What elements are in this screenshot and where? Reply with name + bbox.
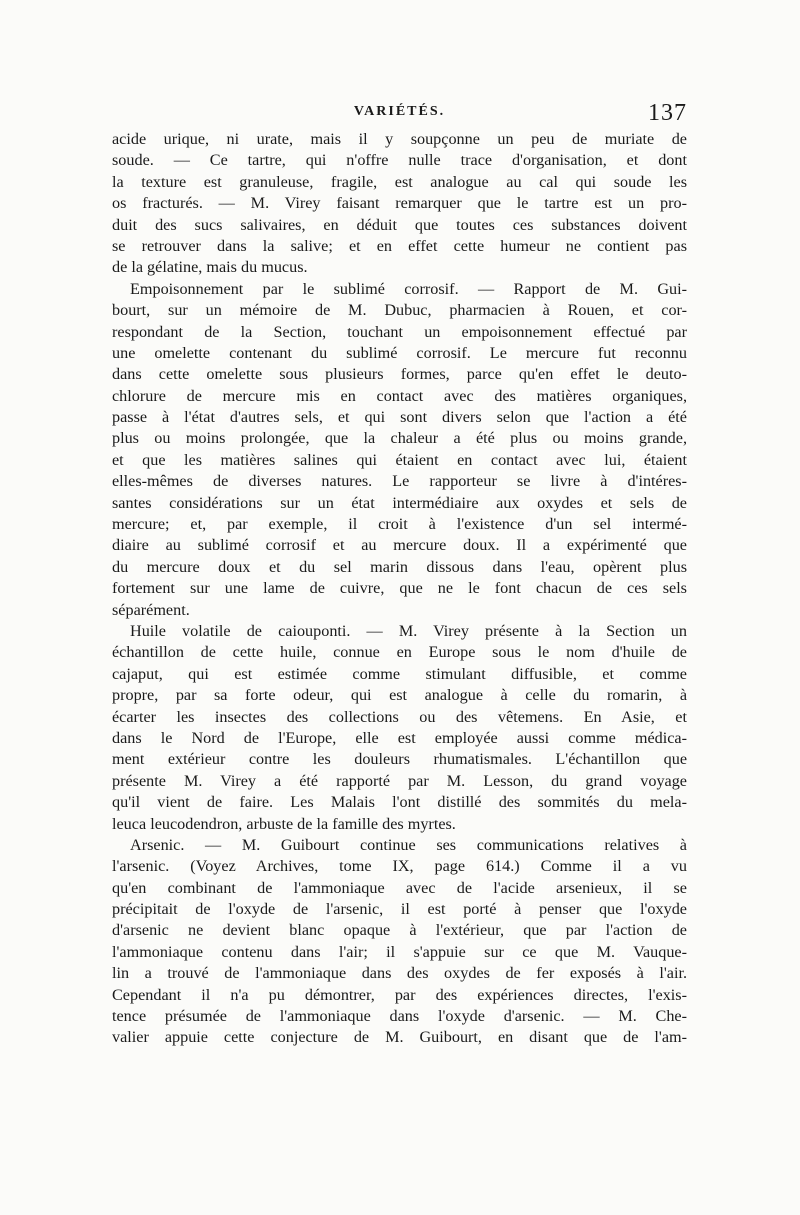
running-title: VARIÉTÉS.: [353, 104, 446, 119]
text-line: l'arsenic. (Voyez Archives, tome IX, page 614.) Comme il a vu: [112, 857, 687, 876]
text-line: séparément.: [112, 600, 190, 619]
text-line: os fracturés. — M. Virey faisant remarquer que le tartre est un pro-: [112, 194, 687, 213]
section-heading-line: Empoisonnement par le sublimé corrosif. — Rapport de M. Gui-: [130, 279, 687, 298]
text-line: acide urique, ni urate, mais il y soupçonne un peu de muriate de: [112, 130, 687, 148]
text-line: précipitait de l'oxyde de l'arsenic, il est porté à penser que l'oxyde: [112, 900, 687, 919]
text-line: passe à l'état d'autres sels, et qui sont divers selon que l'action a été: [112, 408, 687, 427]
text-line: présente M. Virey a été rapporté par M. Lesson, du grand voyage: [112, 771, 687, 790]
text-line: qu'il vient de faire. Les Malais l'ont distillé des sommités du mela-: [112, 793, 687, 812]
text-line: tence présumée de l'ammoniaque dans l'oxyde d'arsenic. — M. Che-: [112, 1007, 687, 1026]
text-line: elles-mêmes de diverses natures. Le rapporteur se livre à d'intéres-: [112, 472, 687, 491]
text-line: chlorure de mercure mis en contact avec des matières organiques,: [112, 386, 687, 405]
running-head: [112, 100, 687, 130]
section-heading-line: Huile volatile de caiouponti. — M. Virey présente à la Section un: [130, 621, 687, 640]
text-line: soude. — Ce tartre, qui n'offre nulle trace d'organisation, et dont: [112, 151, 687, 170]
text-line: santes considérations sur un état intermédiaire aux oxydes et sels de: [112, 493, 687, 512]
body-text: [112, 129, 687, 1049]
text-line: du mercure doux et du sel marin dissous dans l'eau, opèrent plus: [112, 557, 687, 576]
text-line: l'ammoniaque contenu dans l'air; il s'appuie sur ce que M. Vauque-: [112, 942, 687, 961]
text-line: Cependant il n'a pu démontrer, par des expériences directes, l'exis-: [112, 985, 687, 1004]
text-line: échantillon de cette huile, connue en Europe sous le nom d'huile de: [112, 643, 687, 662]
text-line: de la gélatine, mais du mucus.: [112, 258, 308, 277]
text-line: respondant de la Section, touchant un empoisonnement effectué par: [112, 322, 687, 341]
text-line: bourt, sur un mémoire de M. Dubuc, pharmacien à Rouen, et cor-: [112, 301, 687, 320]
text-line: d'arsenic ne devient blanc opaque à l'extérieur, que par l'action de: [112, 921, 687, 940]
section-heading-line: Arsenic. — M. Guibourt continue ses communications relatives à: [130, 835, 687, 854]
text-line: dans le Nord de l'Europe, elle est employée aussi comme médica-: [112, 728, 687, 747]
text-line: lin a trouvé de l'ammoniaque dans des oxydes de fer exposés à l'air.: [112, 964, 687, 983]
text-line: propre, par sa forte odeur, qui est analogue à celle du romarin, à: [112, 686, 687, 705]
text-line: diaire au sublimé corrosif et au mercure doux. Il a expérimenté que: [112, 536, 687, 555]
text-line: leuca leucodendron, arbuste de la famille des myrtes.: [112, 814, 456, 833]
text-line: se retrouver dans la salive; et en effet cette humeur ne contient pas: [112, 236, 687, 255]
text-line: valier appuie cette conjecture de M. Guibourt, en disant que de l'am-: [112, 1028, 687, 1047]
text-line: duit des sucs salivaires, en déduit que toutes ces substances doivent: [112, 215, 687, 234]
text-line: cajaput, qui est estimée comme stimulant diffusible, et comme: [112, 664, 687, 683]
text-line: mercure; et, par exemple, il croit à l'existence d'un sel intermé-: [112, 515, 687, 534]
text-line: la texture est granuleuse, fragile, est analogue au cal qui soude les: [112, 172, 687, 191]
text-line: qu'en combinant de l'ammoniaque avec de l'acide arsenieux, il se: [112, 878, 687, 897]
text-line: ment extérieur contre les douleurs rhumatismales. L'échantillon que: [112, 750, 687, 769]
page-number: 137: [648, 100, 687, 126]
text-line: dans cette omelette sous plusieurs formes, parce qu'en effet le deuto-: [112, 365, 687, 384]
text-line: et que les matières salines qui étaient en contact avec lui, étaient: [112, 450, 687, 469]
text-line: plus ou moins prolongée, que la chaleur a été plus ou moins grande,: [112, 429, 687, 448]
text-line: une omelette contenant du sublimé corrosif. Le mercure fut reconnu: [112, 343, 687, 362]
text-line: fortement sur une lame de cuivre, que ne le font chacun de ces sels: [112, 579, 687, 598]
text-line: écarter les insectes des collections ou des vêtemens. En Asie, et: [112, 707, 687, 726]
